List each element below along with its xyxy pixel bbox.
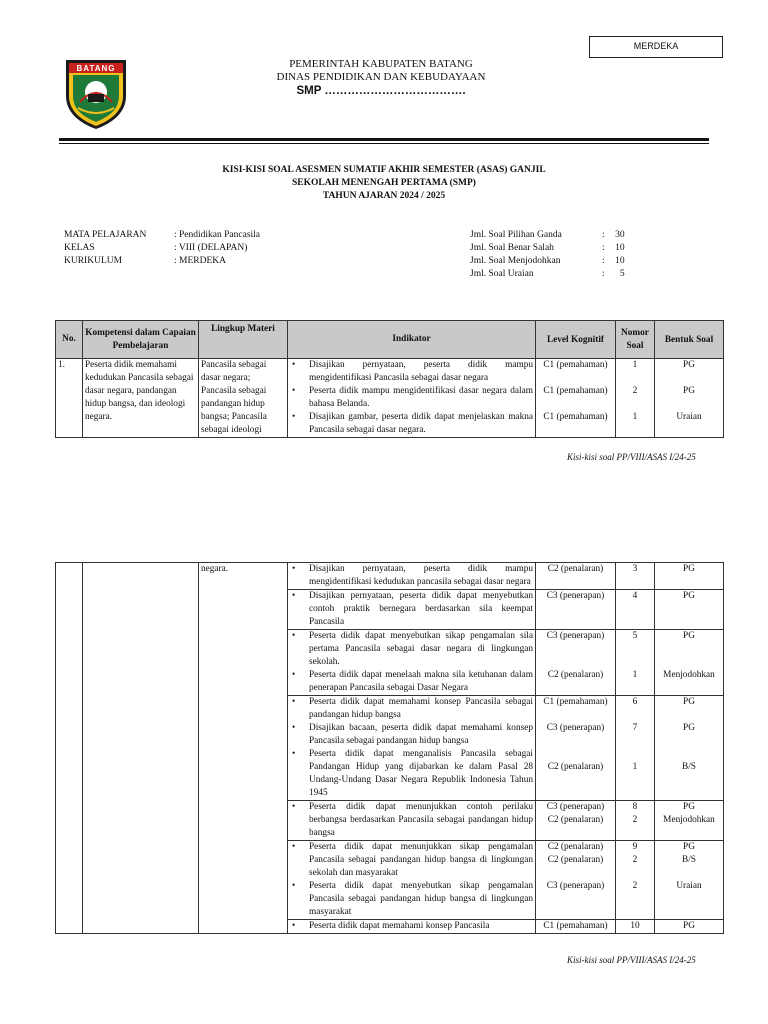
number-cell (616, 359, 655, 438)
form-value: PG (683, 564, 695, 574)
level-cell (536, 359, 616, 438)
form-value: Uraian (676, 881, 702, 891)
number-value: 8 (632, 802, 638, 812)
indicator-cell (288, 841, 536, 920)
level-value: C1 (pemahaman) (543, 412, 608, 422)
indicator-cell (288, 359, 536, 438)
count-value: 5 (619, 269, 625, 279)
curriculum-badge: MERDEKA (589, 36, 723, 58)
meta-key: KURIKULUM (64, 256, 123, 266)
header-line-1: PEMERINTAH KABUPATEN BATANG (289, 58, 473, 70)
logo-text: BATANG (76, 64, 116, 73)
count-key: Jml. Soal Menjodohkan (470, 256, 561, 266)
count-row (470, 229, 625, 242)
scope-cell: Pancasila sebagai dasar negara; Pancasila sebagai pandangan hidup bangsa; Pancasila sebagai ideologi (199, 359, 288, 438)
count-key: Jml. Soal Benar Salah (470, 243, 554, 253)
indicator-cell (288, 920, 536, 934)
indicator-cell (288, 590, 536, 630)
level-value: C3 (penerapan) (546, 881, 605, 891)
form-value (655, 867, 723, 880)
form-value: PG (683, 842, 695, 852)
level-value (536, 867, 615, 880)
number-value: 1 (632, 412, 638, 422)
count-sep: : (602, 243, 605, 253)
header-rule-thick (59, 138, 709, 141)
col-header-scope: Lingkup Materi (199, 321, 288, 359)
meta-value: : VIII (DELAPAN) (174, 243, 248, 253)
level-cell (536, 590, 616, 630)
grid-table-page-1 (55, 320, 724, 438)
number-cell (616, 696, 655, 801)
meta-row (64, 255, 260, 268)
number-value: 5 (632, 631, 638, 641)
document-title (120, 164, 648, 203)
level-cell (536, 801, 616, 841)
col-header-level: Level Kognitif (536, 321, 616, 359)
level-value: C3 (penerapan) (546, 723, 605, 733)
level-cell (536, 630, 616, 696)
title-line-3: TAHUN AJARAN 2024 / 2025 (322, 191, 446, 201)
batang-regency-logo (64, 58, 128, 130)
level-cell (536, 920, 616, 934)
count-value: 10 (615, 243, 625, 253)
number-value: 4 (632, 591, 638, 601)
form-cell (655, 920, 724, 934)
count-sep: : (602, 256, 605, 266)
row-number: 1. (56, 359, 83, 438)
indicator-item: • Peserta didik dapat memahami konsep Pancasila sebagai pandangan hidup bangsa (288, 696, 533, 722)
form-value: Menjodohkan (663, 670, 715, 680)
form-cell (655, 359, 724, 438)
col-header-competency: Kompetensi dalam Capaian Pembelajaran (83, 321, 199, 359)
header-line-2: DINAS PENDIDIKAN DAN KEBUDAYAAN (276, 70, 486, 83)
indicator-item: • Peserta didik dapat menelaah makna sila ketuhanan dalam penerapan Pancasila sebagai Dasar Negara (288, 669, 533, 695)
header-rule-thin (59, 143, 709, 144)
competency-cell (83, 563, 199, 934)
meta-key: MATA PELAJARAN (64, 230, 147, 240)
grid-table-page-2 (55, 562, 724, 934)
form-value: PG (683, 360, 695, 370)
form-cell (655, 696, 724, 801)
count-row (470, 255, 625, 268)
meta-value: : MERDEKA (174, 256, 226, 266)
form-cell (655, 801, 724, 841)
col-header-no: No. (56, 321, 83, 359)
indicator-item: • Peserta didik dapat menganalisis Pancasila sebagai Pandangan Hidup yang dijabarkan ke dalam Pasal 28 Undang-Undang Dasar Negara Republik Indonesia Tahun 1945 (288, 748, 533, 800)
col-header-number: Nomor Soal (616, 321, 655, 359)
form-value: Menjodohkan (663, 815, 715, 825)
indicator-item: • Disajikan bacaan, peserta didik dapat memahami konsep Pancasila sebagai pandangan hidup bangsa (288, 722, 533, 748)
indicator-cell (288, 696, 536, 801)
level-value: C2 (penalaran) (547, 670, 604, 680)
level-value: C3 (penerapan) (546, 591, 605, 601)
subject-info (64, 229, 260, 268)
form-value: PG (683, 386, 695, 396)
indicator-item: • Disajikan pernyataan, peserta didik mampu mengidentifikasi Pancasila sebagai dasar negara (288, 359, 533, 385)
form-cell (655, 841, 724, 920)
meta-value: : Pendidikan Pancasila (174, 230, 261, 240)
form-value: B/S (682, 762, 696, 772)
number-value: 2 (632, 881, 638, 891)
number-value (616, 867, 654, 880)
level-cell (536, 696, 616, 801)
level-value: C2 (penalaran) (547, 762, 604, 772)
meta-key: KELAS (64, 243, 95, 253)
header-school: SMP ………………………………. (296, 85, 466, 97)
indicator-item: • Peserta didik dapat menyebutkan sikap pengamalan Pancasila sebagai pandangan hidup bangsa di lingkungan masyarakat (288, 880, 533, 919)
count-row (470, 268, 625, 281)
count-value: 10 (615, 256, 625, 266)
number-value: 1 (632, 762, 638, 772)
indicator-cell (288, 563, 536, 590)
indicator-cell (288, 630, 536, 696)
indicator-item: • Peserta didik dapat menyebutkan sikap pengamalan sila pertama Pancasila sebagai dasar negara di lingkungan sekolah. (288, 630, 533, 669)
level-value: C2 (penalaran) (547, 815, 604, 825)
form-value: PG (683, 802, 695, 812)
indicator-cell (288, 801, 536, 841)
number-value: 2 (632, 815, 638, 825)
form-value: PG (683, 921, 695, 931)
indicator-item: • Peserta didik dapat menunjukkan contoh perilaku berbangsa berdasarkan Pancasila sebagai pandangan hidup bangsa (288, 801, 533, 840)
form-value: B/S (682, 855, 696, 865)
form-value: PG (683, 723, 695, 733)
government-header (230, 58, 532, 98)
form-value: Uraian (676, 412, 702, 422)
indicator-item: • Disajikan pernyataan, peserta didik mampu mengidentifikasi kedudukan pancasila sebagai dasar negara (288, 563, 533, 589)
level-value: C1 (pemahaman) (543, 921, 608, 931)
col-header-indicator: Indikator (288, 321, 536, 359)
meta-row (64, 242, 260, 255)
indicator-item: • Disajikan gambar, peserta didik dapat menjelaskan makna Pancasila sebagai dasar negara. (288, 411, 533, 437)
count-sep: : (602, 269, 605, 279)
count-row (470, 242, 625, 255)
table-row (56, 359, 724, 438)
page-footer: Kisi-kisi soal PP/VIII/ASAS I/24-25 (567, 452, 696, 462)
level-value: C2 (penalaran) (547, 564, 604, 574)
title-line-2: SEKOLAH MENENGAH PERTAMA (SMP) (292, 178, 476, 188)
competency-cell: Peserta didik memahami kedudukan Pancasila sebagai dasar negara, pandangan hidup bangsa, dan ideologi negara. (83, 359, 199, 438)
count-sep: : (602, 230, 605, 240)
indicator-item: • Peserta didik dapat memahami konsep Pancasila (288, 920, 533, 933)
level-value: C2 (penalaran) (547, 855, 604, 865)
indicator-item: • Peserta didik dapat menunjukkan sikap pengamalan Pancasila sebagai pandangan hidup bangsa di lingkungan sekolah dan masyarakat (288, 841, 533, 880)
number-cell (616, 590, 655, 630)
number-value: 6 (632, 697, 638, 707)
question-count-info (470, 229, 625, 281)
level-value: C2 (penalaran) (547, 842, 604, 852)
number-value: 9 (632, 842, 638, 852)
number-value: 10 (630, 921, 640, 931)
number-cell (616, 630, 655, 696)
number-value: 2 (632, 386, 638, 396)
level-value: C1 (pemahaman) (543, 386, 608, 396)
form-value: PG (683, 631, 695, 641)
form-cell (655, 590, 724, 630)
count-key: Jml. Soal Uraian (470, 269, 534, 279)
row-number (56, 563, 83, 934)
number-cell (616, 841, 655, 920)
number-cell (616, 801, 655, 841)
level-cell (536, 563, 616, 590)
number-value: 3 (632, 564, 638, 574)
table-row (56, 563, 724, 590)
scope-cell: negara. (199, 563, 288, 934)
number-value: 7 (632, 723, 638, 733)
number-cell (616, 563, 655, 590)
count-key: Jml. Soal Pilihan Ganda (470, 230, 562, 240)
title-line-1: KISI-KISI SOAL ASESMEN SUMATIF AKHIR SEMESTER (ASAS) GANJIL (222, 165, 546, 175)
form-value: PG (683, 697, 695, 707)
number-value: 2 (632, 855, 638, 865)
form-value: PG (683, 591, 695, 601)
level-value: C1 (pemahaman) (543, 360, 608, 370)
form-cell (655, 563, 724, 590)
number-cell (616, 920, 655, 934)
page-footer: Kisi-kisi soal PP/VIII/ASAS I/24-25 (567, 955, 696, 965)
form-cell (655, 630, 724, 696)
count-value: 30 (615, 230, 625, 240)
level-value: C3 (penerapan) (546, 802, 605, 812)
level-value: C3 (penerapan) (546, 631, 605, 641)
indicator-item: • Peserta didik mampu mengidentifikasi dasar negara dalam bahasa Belanda. (288, 385, 533, 411)
col-header-form: Bentuk Soal (655, 321, 724, 359)
number-value: 1 (632, 360, 638, 370)
indicator-item: • Disajikan pernyataan, peserta didik dapat menyebutkan contoh praktik bernegara berdasarkan sila keempat Pancasila (288, 590, 533, 629)
level-value: C1 (pemahaman) (543, 697, 608, 707)
level-cell (536, 841, 616, 920)
number-value: 1 (632, 670, 638, 680)
meta-row (64, 229, 260, 242)
